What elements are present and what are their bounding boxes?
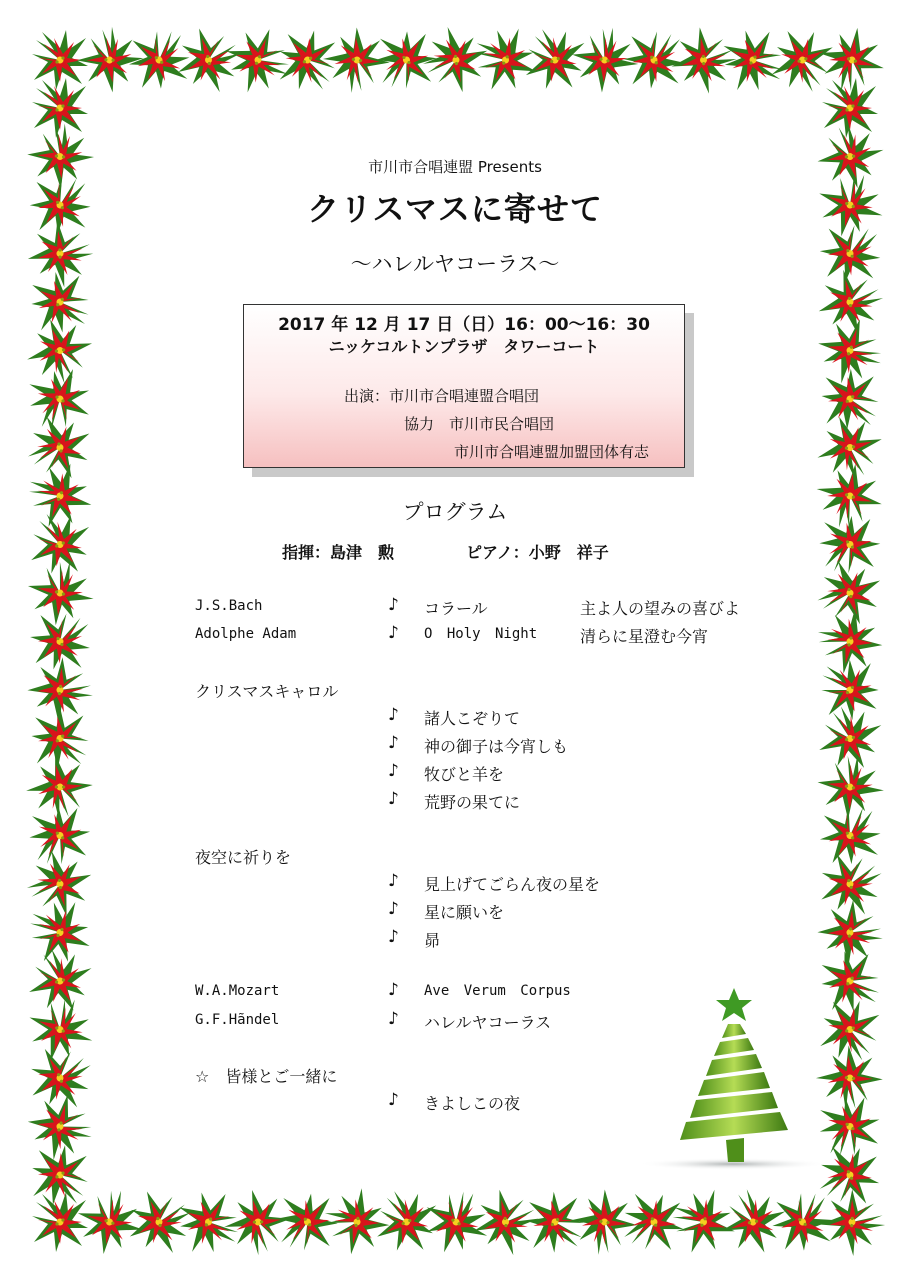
carol-piece: 諸人こぞりて [424, 709, 521, 728]
poinsettia-icon [218, 20, 297, 101]
pianist-name: ピアノ：小野 祥子 [466, 543, 609, 562]
poinsettia-icon [32, 1192, 88, 1252]
poinsettia-icon [373, 1187, 439, 1257]
piece-japanese-title: 清らに星澄む今宵 [580, 627, 709, 646]
piece-japanese-title: 主よ人の望みの喜びよ [580, 599, 741, 618]
music-note-icon: ♪ [388, 789, 399, 809]
event-subtitle: ～ハレルヤコーラス～ [350, 252, 560, 276]
poinsettia-icon [19, 552, 101, 633]
cooperation-text: 協力 市川市民合唱団 [404, 415, 555, 433]
poinsettia-icon [30, 613, 91, 670]
poinsettia-icon [814, 850, 886, 919]
piece-title: コラール [424, 599, 488, 618]
poinsettia-icon [372, 27, 442, 93]
composer-adam: Adolphe Adam [195, 626, 297, 642]
music-note-icon: ♪ [388, 733, 399, 753]
section-heading-night: 夜空に祈りを [195, 848, 292, 867]
poinsettia-icon [809, 746, 891, 828]
together-piece: きよしこの夜 [424, 1094, 521, 1113]
piece-title: O Holy Night [424, 626, 538, 642]
music-note-icon: ♪ [388, 927, 399, 947]
piece-title: Ave Verum Corpus [424, 983, 571, 999]
program-heading: プログラム [402, 500, 508, 524]
event-datetime: 2017 年 12 月 17 日（日）16：00～16：30 [278, 315, 650, 335]
poinsettia-icon [467, 21, 544, 100]
poinsettia-icon [716, 1184, 790, 1261]
composer-handel: G.F.Hãndel [195, 1012, 280, 1028]
poinsettia-icon [621, 29, 687, 91]
night-piece: 見上げてごらん夜の星を [424, 875, 601, 894]
poinsettia-icon [417, 1184, 495, 1261]
poinsettia-icon [621, 1191, 687, 1253]
music-note-icon: ♪ [388, 705, 399, 725]
poinsettia-icon [809, 892, 891, 974]
music-note-icon: ♪ [388, 1090, 399, 1110]
piece-title: ハレルヤコーラス [424, 1013, 552, 1032]
music-note-icon: ♪ [388, 623, 399, 643]
poinsettia-icon [811, 19, 893, 100]
poinsettia-icon [21, 846, 99, 923]
poinsettia-icon [24, 944, 96, 1018]
night-piece: 星に願いを [424, 903, 505, 922]
poinsettia-icon [29, 705, 92, 771]
poinsettia-icon [816, 655, 883, 725]
presenter-text: 市川市合唱連盟 Presents [368, 158, 542, 176]
poinsettia-icon [24, 801, 96, 871]
music-note-icon: ♪ [388, 899, 399, 919]
poinsettia-icon [663, 21, 743, 100]
poinsettia-icon [23, 412, 97, 483]
poinsettia-icon [20, 990, 100, 1069]
poinsettia-icon [822, 78, 878, 138]
music-note-icon: ♪ [388, 980, 399, 1000]
event-info-box [243, 304, 685, 468]
poinsettia-icon [69, 19, 150, 101]
conductor-name: 指揮：島津 勲 [282, 543, 395, 562]
poinsettia-icon [664, 1182, 743, 1262]
poinsettia-icon [522, 26, 588, 95]
poinsettia-icon [814, 801, 886, 871]
poinsettia-icon [23, 894, 98, 971]
poinsettia-icon [819, 366, 881, 432]
poinsettia-icon [277, 28, 338, 93]
poinsettia-icon [813, 409, 888, 486]
composer-mozart: W.A.Mozart [195, 983, 280, 999]
christmas-tree-icon [628, 986, 828, 1176]
event-title: クリスマスに寄せて [307, 190, 603, 228]
poinsettia-icon [522, 1188, 588, 1257]
poinsettia-icon [26, 1045, 95, 1111]
music-note-icon: ♪ [388, 595, 399, 615]
performer-text: 出演：市川市合唱連盟合唱団 [344, 387, 540, 405]
carol-piece: 神の御子は今宵しも [424, 737, 569, 756]
poinsettia-icon [31, 1144, 89, 1206]
music-note-icon: ♪ [388, 1009, 399, 1029]
section-heading-together: ☆ 皆様とご一緒に [195, 1067, 338, 1086]
poinsettia-icon [122, 1187, 195, 1257]
music-note-icon: ♪ [388, 871, 399, 891]
poinsettia-icon [218, 1182, 297, 1263]
music-note-icon: ♪ [388, 761, 399, 781]
cooperation-text-2: 市川市合唱連盟加盟団体有志 [454, 443, 650, 461]
composer-bach: J.S.Bach [195, 598, 263, 614]
poinsettia-icon [172, 1184, 246, 1260]
carol-piece: 牧びと羊を [424, 765, 505, 784]
poinsettia-icon [32, 78, 88, 138]
carol-piece: 荒野の果てに [424, 793, 521, 812]
poinsettia-icon [768, 24, 838, 96]
night-piece: 昴 [424, 931, 441, 950]
event-venue: ニッケコルトンプラザ タワーコート [328, 337, 600, 356]
section-heading-carol: クリスマスキャロル [195, 682, 339, 701]
poinsettia-icon [275, 1191, 340, 1252]
poinsettia-icon [19, 1086, 100, 1168]
